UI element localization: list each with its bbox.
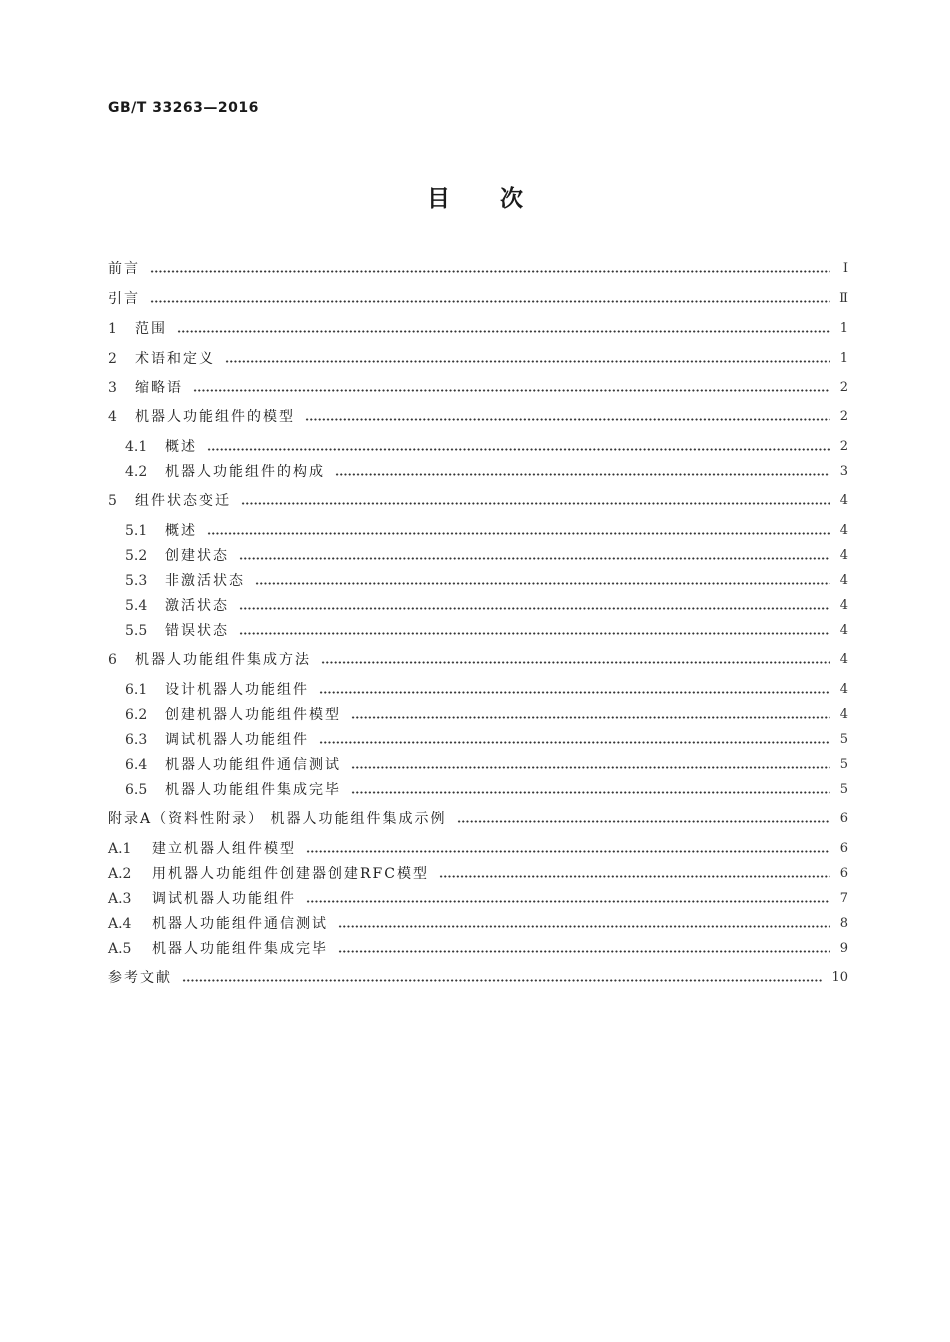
toc-entry[interactable] bbox=[125, 779, 848, 801]
toc-entry-title: 附录A（资料性附录） 机器人功能组件集成示例 bbox=[108, 811, 447, 827]
toc-entry-number: 5.4 bbox=[125, 598, 148, 614]
toc-entry-title: 设计机器人功能组件 bbox=[165, 682, 309, 698]
toc-entry-page: 10 bbox=[831, 970, 848, 985]
dot-leader bbox=[182, 979, 823, 982]
toc-entry-title: 调试机器人功能组件 bbox=[165, 732, 309, 748]
toc-entry-title: 组件状态变迁 bbox=[135, 493, 231, 509]
toc-entry-title: 机器人功能组件集成方法 bbox=[135, 652, 311, 668]
dot-leader bbox=[207, 532, 830, 535]
toc-entry-title: 机器人功能组件通信测试 bbox=[165, 757, 341, 773]
toc-entry-page: 6 bbox=[839, 811, 848, 826]
toc-entry-title: 范围 bbox=[135, 321, 167, 337]
toc-entry[interactable] bbox=[108, 377, 848, 399]
toc-entry-page: Ⅰ bbox=[842, 261, 848, 276]
standard-code: GB/T 33263—2016 bbox=[108, 100, 259, 116]
dot-leader bbox=[207, 448, 830, 451]
toc-entry-number: A.5 bbox=[108, 941, 132, 957]
dot-leader bbox=[338, 950, 830, 953]
dot-leader bbox=[351, 791, 830, 794]
toc-entry[interactable] bbox=[125, 436, 848, 458]
toc-entry-number: 5.1 bbox=[125, 523, 148, 539]
toc-entry[interactable] bbox=[125, 570, 848, 592]
toc-entry[interactable] bbox=[125, 679, 848, 701]
toc-entry[interactable] bbox=[108, 649, 848, 671]
toc-entry[interactable] bbox=[125, 520, 848, 542]
toc-entry[interactable] bbox=[108, 808, 848, 830]
toc-entry-number: A.2 bbox=[108, 866, 132, 882]
toc-entry-page: 4 bbox=[839, 623, 848, 638]
toc-entry-page: 5 bbox=[839, 732, 848, 747]
toc-entry-page: Ⅱ bbox=[839, 291, 848, 306]
toc-entry-title: 错误状态 bbox=[165, 623, 229, 639]
dot-leader bbox=[255, 582, 830, 585]
toc-entry[interactable] bbox=[108, 967, 848, 989]
toc-entry-title: 用机器人功能组件创建器创建RFC模型 bbox=[152, 866, 429, 882]
dot-leader bbox=[150, 270, 830, 273]
toc-entry-title: 调试机器人功能组件 bbox=[152, 891, 296, 907]
toc-entry-title: 机器人功能组件的模型 bbox=[135, 409, 295, 425]
toc-entry-page: 4 bbox=[839, 682, 848, 697]
toc-entry[interactable] bbox=[125, 754, 848, 776]
toc-entry-page: 1 bbox=[839, 321, 848, 336]
toc-entry-title: 激活状态 bbox=[165, 598, 229, 614]
toc-entry-page: 9 bbox=[839, 941, 848, 956]
dot-leader bbox=[305, 418, 830, 421]
toc-entry-number: 6 bbox=[108, 652, 117, 668]
dot-leader bbox=[351, 716, 830, 719]
toc-entry-title: 缩略语 bbox=[135, 380, 183, 396]
toc-entry[interactable] bbox=[108, 863, 848, 885]
toc-entry-page: 7 bbox=[839, 891, 848, 906]
toc-entry-title: 机器人功能组件通信测试 bbox=[152, 916, 328, 932]
toc-entry-page: 2 bbox=[839, 380, 848, 395]
toc-entry-page: 6 bbox=[839, 866, 848, 881]
toc-entry-title: 非激活状态 bbox=[165, 573, 245, 589]
toc-entry-page: 3 bbox=[839, 464, 848, 479]
dot-leader bbox=[319, 691, 830, 694]
toc-entry-page: 1 bbox=[839, 351, 848, 366]
toc-entry-number: 1 bbox=[108, 321, 117, 337]
dot-leader bbox=[439, 875, 830, 878]
title-char-1: 目 bbox=[427, 186, 450, 212]
dot-leader bbox=[457, 820, 830, 823]
toc-entry-title: 机器人功能组件的构成 bbox=[165, 464, 325, 480]
toc-entry-title: 创建状态 bbox=[165, 548, 229, 564]
toc-entry[interactable] bbox=[108, 406, 848, 428]
toc-entry-title: 建立机器人组件模型 bbox=[152, 841, 296, 857]
dot-leader bbox=[241, 502, 830, 505]
toc-entry-number: 6.3 bbox=[125, 732, 148, 748]
toc-entry-number: 3 bbox=[108, 380, 117, 396]
dot-leader bbox=[150, 300, 830, 303]
toc-entry[interactable] bbox=[108, 888, 848, 910]
toc-entry[interactable] bbox=[125, 545, 848, 567]
toc-entry-title: 前言 bbox=[108, 261, 140, 277]
dot-leader bbox=[177, 330, 830, 333]
dot-leader bbox=[193, 389, 830, 392]
toc-entry-title: 引言 bbox=[108, 291, 140, 307]
toc-entry-page: 6 bbox=[839, 841, 848, 856]
toc-entry-page: 4 bbox=[839, 573, 848, 588]
toc-entry-number: 2 bbox=[108, 351, 117, 367]
toc-entry[interactable] bbox=[125, 620, 848, 642]
toc-entry-page: 5 bbox=[839, 782, 848, 797]
dot-leader bbox=[306, 850, 830, 853]
toc-entry[interactable] bbox=[125, 461, 848, 483]
toc-entry[interactable] bbox=[108, 348, 848, 370]
toc-entry[interactable] bbox=[125, 704, 848, 726]
toc-entry[interactable] bbox=[125, 729, 848, 751]
toc-entry-number: A.3 bbox=[108, 891, 132, 907]
toc-entry-number: 5 bbox=[108, 493, 117, 509]
toc-entry-number: 6.5 bbox=[125, 782, 148, 798]
toc-entry-page: 2 bbox=[839, 439, 848, 454]
toc-entry-page: 8 bbox=[839, 916, 848, 931]
toc-entry-number: 6.4 bbox=[125, 757, 148, 773]
toc-entry-number: 5.5 bbox=[125, 623, 148, 639]
toc-entry-page: 4 bbox=[839, 493, 848, 508]
toc-entry-number: A.4 bbox=[108, 916, 132, 932]
toc-entry-number: 4.2 bbox=[125, 464, 148, 480]
toc-entry-page: 4 bbox=[839, 652, 848, 667]
toc-entry-title: 机器人功能组件集成完毕 bbox=[165, 782, 341, 798]
toc-entry[interactable] bbox=[108, 318, 848, 340]
dot-leader bbox=[239, 632, 830, 635]
dot-leader bbox=[319, 741, 830, 744]
toc-entry[interactable] bbox=[108, 838, 848, 860]
toc-entry-number: 6.2 bbox=[125, 707, 148, 723]
toc-entry-title: 概述 bbox=[165, 439, 197, 455]
toc-entry[interactable] bbox=[125, 595, 848, 617]
toc-entry-number: 4 bbox=[108, 409, 117, 425]
dot-leader bbox=[239, 557, 830, 560]
dot-leader bbox=[351, 766, 830, 769]
toc-entry-title: 参考文献 bbox=[108, 970, 172, 986]
dot-leader bbox=[335, 473, 830, 476]
toc-entry-page: 4 bbox=[839, 598, 848, 613]
toc-entry-number: 6.1 bbox=[125, 682, 148, 698]
toc-entry[interactable] bbox=[108, 288, 848, 310]
page-title bbox=[0, 180, 950, 213]
toc-entry-page: 5 bbox=[839, 757, 848, 772]
dot-leader bbox=[321, 661, 830, 664]
dot-leader bbox=[306, 900, 830, 903]
toc-entry-title: 机器人功能组件集成完毕 bbox=[152, 941, 328, 957]
toc-entry[interactable] bbox=[108, 490, 848, 512]
toc-entry-number: A.1 bbox=[108, 841, 132, 857]
toc-entry-number: 5.3 bbox=[125, 573, 148, 589]
toc-entry[interactable] bbox=[108, 258, 848, 280]
toc-entry-page: 4 bbox=[839, 523, 848, 538]
toc-entry-title: 术语和定义 bbox=[135, 351, 215, 367]
toc-entry-number: 5.2 bbox=[125, 548, 148, 564]
dot-leader bbox=[239, 607, 830, 610]
dot-leader bbox=[338, 925, 830, 928]
toc-entry[interactable] bbox=[108, 913, 848, 935]
toc-entry-title: 概述 bbox=[165, 523, 197, 539]
toc-entry-page: 4 bbox=[839, 707, 848, 722]
toc-entry-page: 2 bbox=[839, 409, 848, 424]
toc-entry-title: 创建机器人功能组件模型 bbox=[165, 707, 341, 723]
dot-leader bbox=[225, 360, 830, 363]
title-char-2: 次 bbox=[500, 186, 523, 212]
toc-entry-page: 4 bbox=[839, 548, 848, 563]
toc-entry[interactable] bbox=[108, 938, 848, 960]
toc-entry-number: 4.1 bbox=[125, 439, 148, 455]
